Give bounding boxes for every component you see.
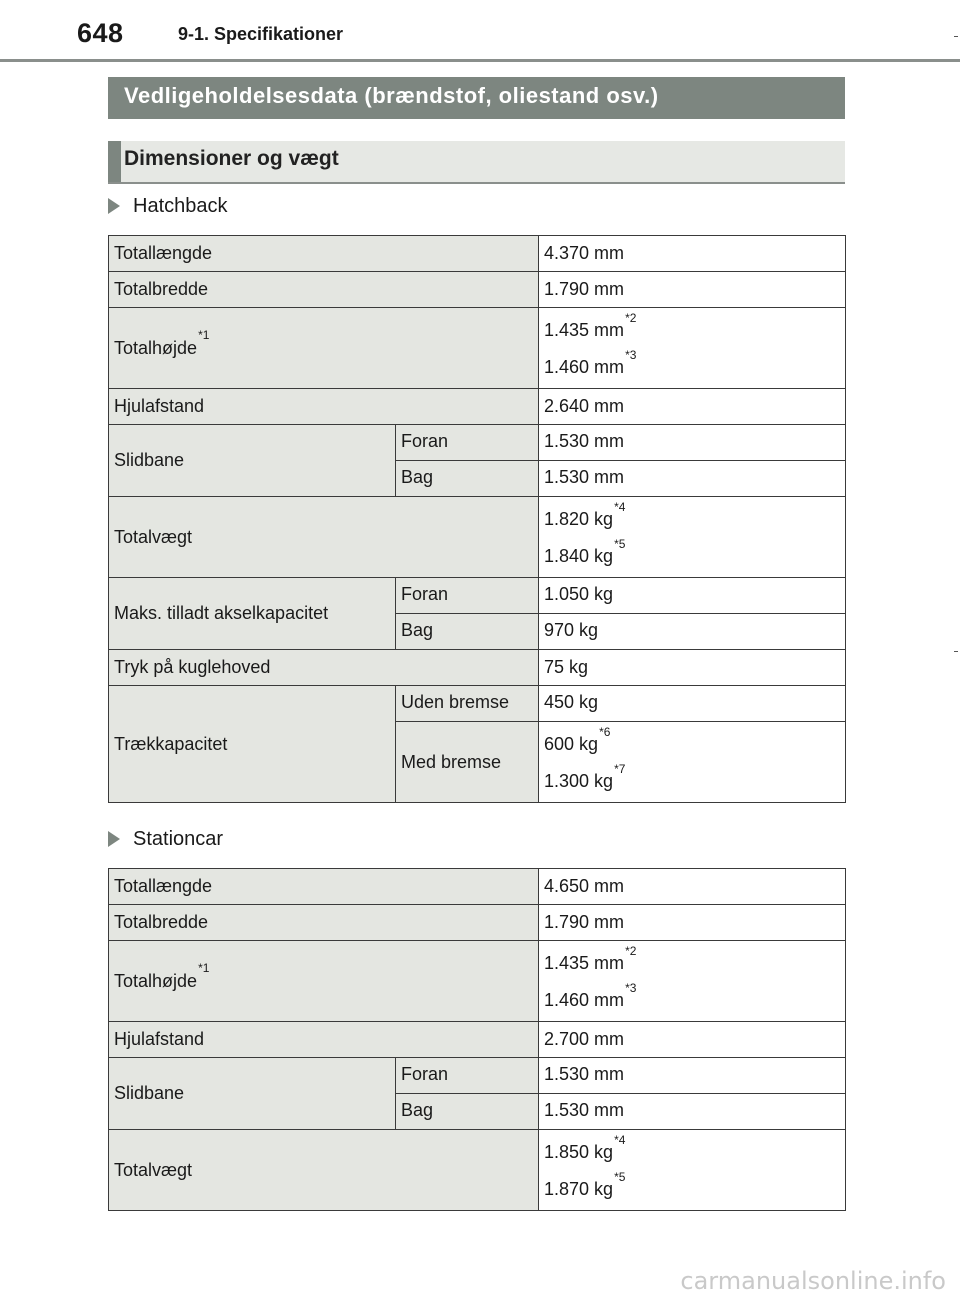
hatchback-spec-table bbox=[108, 235, 846, 803]
footnote-marker: *4 bbox=[614, 499, 626, 514]
row-value: 2.640 mm bbox=[539, 389, 846, 425]
row-value: 1.530 mm bbox=[539, 1094, 846, 1130]
table-row bbox=[109, 497, 846, 578]
table-row bbox=[109, 650, 846, 686]
row-label: Totallængde bbox=[109, 236, 539, 272]
footnote-marker: *5 bbox=[614, 1169, 626, 1184]
table-row bbox=[109, 272, 846, 308]
row-value: 1.530 mm bbox=[539, 425, 846, 461]
row-label: Totalbredde bbox=[109, 905, 539, 941]
row-value: 4.650 mm bbox=[539, 869, 846, 905]
row-sublabel: Bag bbox=[396, 461, 539, 497]
row-value: 1.530 mm bbox=[539, 1058, 846, 1094]
footnote-marker: *1 bbox=[198, 960, 210, 975]
row-label: Totallængde bbox=[109, 869, 539, 905]
row-value: 1.435 $mm^{*2}$ 1.460 $mm^{*3}$ bbox=[539, 941, 846, 1022]
row-value: 450 kg bbox=[539, 686, 846, 722]
sub-heading: Dimensioner og vægt bbox=[124, 147, 339, 170]
variant-heading-hatchback bbox=[108, 193, 228, 219]
row-sublabel: Foran bbox=[396, 425, 539, 461]
table-row bbox=[109, 1130, 846, 1211]
row-label: Totalvægt bbox=[109, 497, 539, 578]
footnote-marker: *1 bbox=[198, 327, 210, 342]
crop-mark bbox=[954, 36, 958, 37]
table-row bbox=[109, 308, 846, 389]
row-label: Hjulafstand bbox=[109, 1022, 539, 1058]
table-row bbox=[109, 905, 846, 941]
table-row bbox=[109, 1058, 846, 1094]
footnote-marker: *3 bbox=[625, 980, 637, 995]
row-value: 970 kg bbox=[539, 614, 846, 650]
row-label: Trækkapacitet bbox=[109, 686, 396, 803]
row-sublabel: Foran bbox=[396, 578, 539, 614]
row-label: Slidbane bbox=[109, 425, 396, 497]
stationcar-spec-table bbox=[108, 868, 846, 1211]
page-number: 648 bbox=[77, 18, 124, 48]
row-label: Totalvægt bbox=[109, 1130, 539, 1211]
row-value: 1.790 mm bbox=[539, 905, 846, 941]
table-row bbox=[109, 236, 846, 272]
footnote-marker: *2 bbox=[625, 943, 637, 958]
table-row bbox=[109, 389, 846, 425]
row-label: Tryk på kuglehoved bbox=[109, 650, 539, 686]
header-divider bbox=[0, 59, 960, 62]
table-row bbox=[109, 578, 846, 614]
row-label: Totalhøjde$^{*1}$ bbox=[109, 941, 539, 1022]
row-label: Totalbredde bbox=[109, 272, 539, 308]
footnote-marker: *7 bbox=[614, 761, 626, 776]
row-value: 1.530 mm bbox=[539, 461, 846, 497]
table-row bbox=[109, 941, 846, 1022]
footnote-marker: *4 bbox=[614, 1132, 626, 1147]
table-row bbox=[109, 686, 846, 722]
row-sublabel: Foran bbox=[396, 1058, 539, 1094]
main-heading: Vedligeholdelsesdata (brændstof, oliestand osv.) bbox=[108, 77, 845, 119]
row-value: 1.850 $kg^{*4}$ 1.870 $kg^{*5}$ bbox=[539, 1130, 846, 1211]
row-label: Totalhøjde$^{*1}$ bbox=[109, 308, 539, 389]
footnote-marker: *5 bbox=[614, 536, 626, 551]
row-label: Slidbane bbox=[109, 1058, 396, 1130]
variant-title: Stationcar bbox=[133, 827, 224, 850]
footnote-marker: *2 bbox=[625, 310, 637, 325]
crop-mark bbox=[954, 651, 958, 652]
row-sublabel: Bag bbox=[396, 614, 539, 650]
table-row bbox=[109, 869, 846, 905]
variant-title: Hatchback bbox=[133, 194, 228, 217]
footnote-marker: *6 bbox=[599, 724, 611, 739]
watermark[interactable]: carmanualsonline.info bbox=[680, 1267, 946, 1295]
row-value: 1.435 $mm^{*2}$ 1.460 $mm^{*3}$ bbox=[539, 308, 846, 389]
row-value: 1.790 mm bbox=[539, 272, 846, 308]
variant-heading-stationcar bbox=[108, 826, 223, 852]
bullet-triangle-icon bbox=[108, 831, 120, 847]
row-value: 4.370 mm bbox=[539, 236, 846, 272]
row-value: 1.820 $kg^{*4}$ 1.840 $kg^{*5}$ bbox=[539, 497, 846, 578]
row-value: 75 kg bbox=[539, 650, 846, 686]
bullet-triangle-icon bbox=[108, 198, 120, 214]
table-row bbox=[109, 1022, 846, 1058]
footnote-marker: *3 bbox=[625, 347, 637, 362]
table-row bbox=[109, 425, 846, 461]
sub-heading-banner bbox=[108, 141, 845, 184]
row-label: Hjulafstand bbox=[109, 389, 539, 425]
row-label: Maks. tilladt akselkapacitet bbox=[109, 578, 396, 650]
row-value: 1.050 kg bbox=[539, 578, 846, 614]
row-value: 2.700 mm bbox=[539, 1022, 846, 1058]
row-sublabel: Uden bremse bbox=[396, 686, 539, 722]
row-value: 600 $kg^{*6}$ 1.300 $kg^{*7}$ bbox=[539, 722, 846, 803]
section-title: 9-1. Specifikationer bbox=[178, 24, 344, 44]
row-sublabel: Med bremse bbox=[396, 722, 539, 803]
heading-accent-bar bbox=[108, 141, 121, 182]
row-sublabel: Bag bbox=[396, 1094, 539, 1130]
